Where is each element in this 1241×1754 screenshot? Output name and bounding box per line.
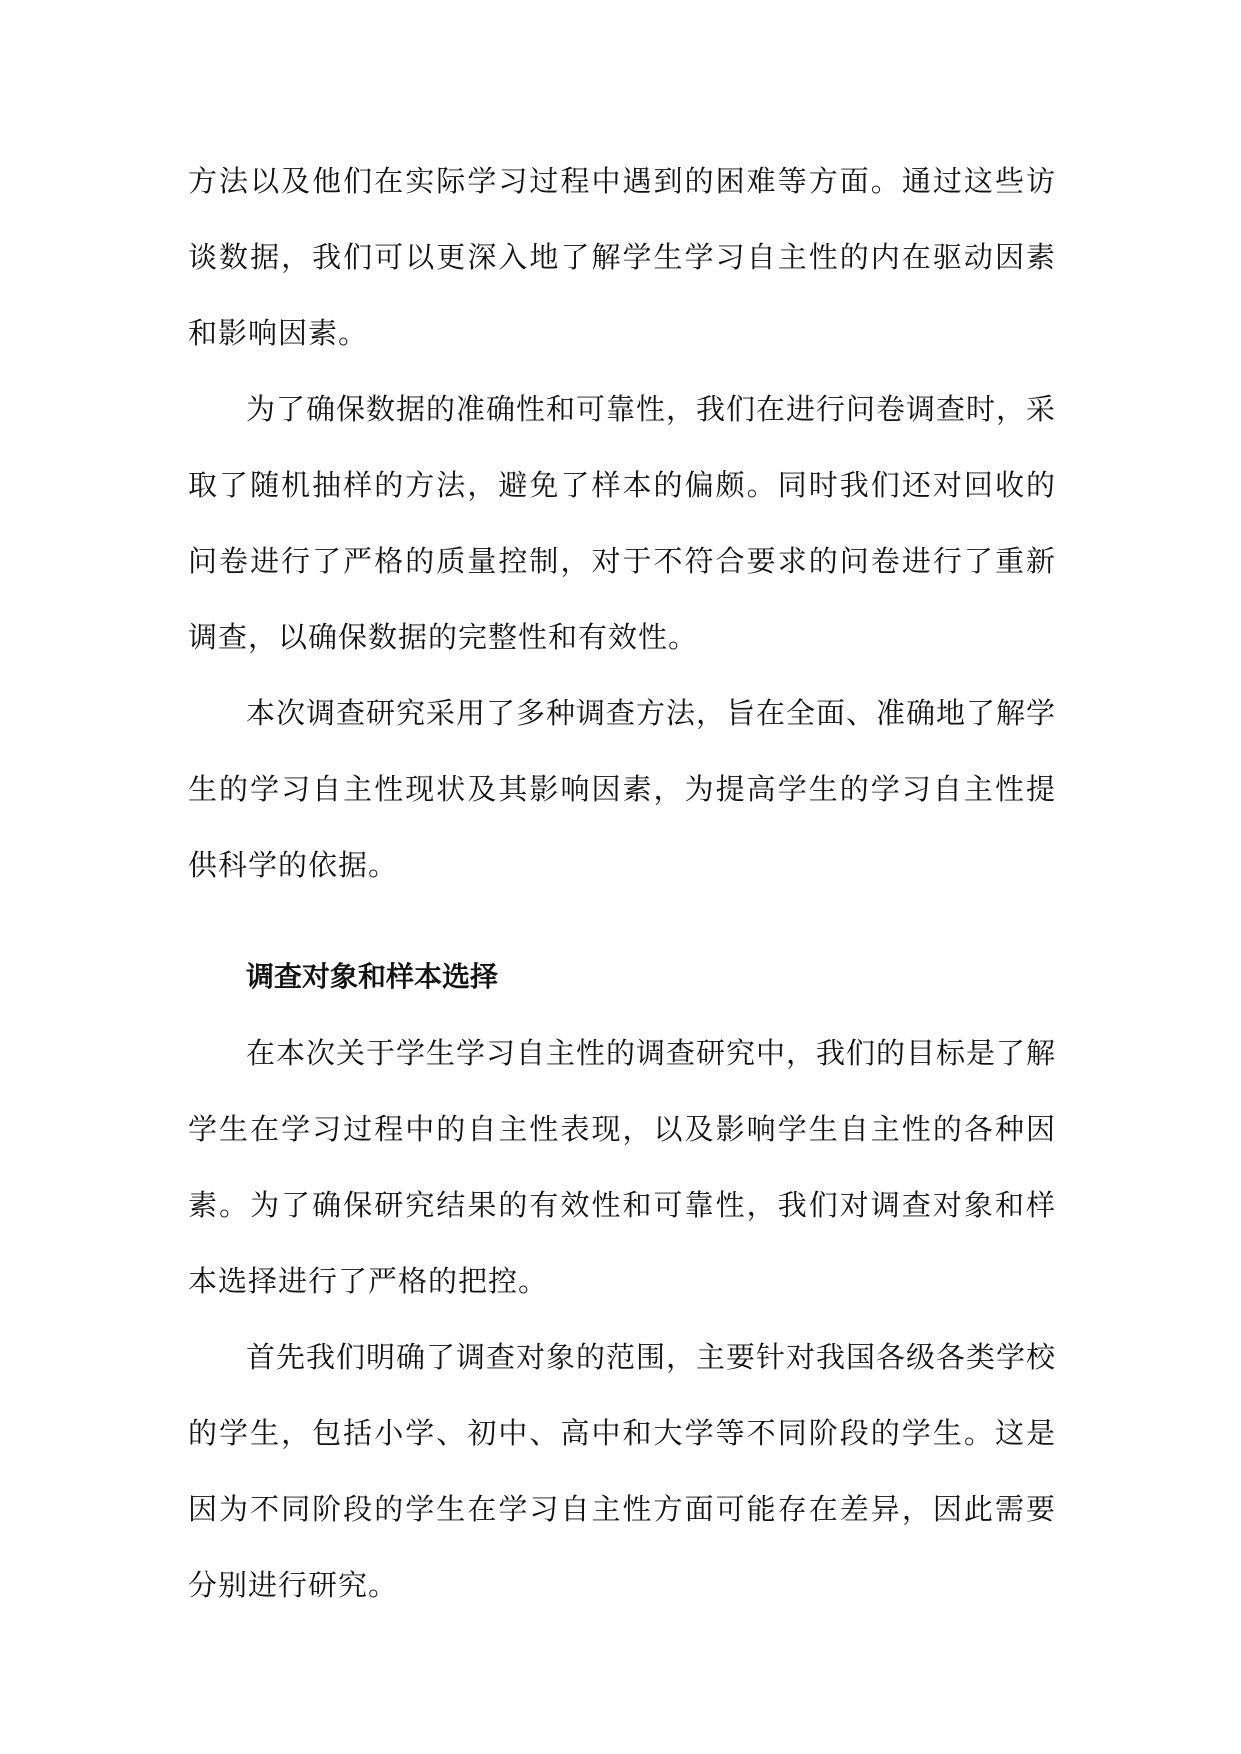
document-body [188,143,1056,1623]
paragraph: 首先我们明确了调查对象的范围，主要针对我国各级各类学校的学生，包括小学、初中、高中和大学等不同阶段的学生。这是因为不同阶段的学生在学习自主性方面可能存在差异，因此需要分别进行研究。 [188,1340,1057,1602]
section-heading: 调查对象和样本选择 [246,960,499,993]
paragraph-continued: 方法以及他们在实际学习过程中遇到的困难等方面。通过这些访谈数据，我们可以更深入地了解学生学习自主性的内在驱动因素和影响因素。 [188,164,1056,350]
paragraph: 在本次关于学生学习自主性的调查研究中，我们的目标是了解学生在学习过程中的自主性表现，以及影响学生自主性的各种因素。为了确保研究结果的有效性和可靠性，我们对调查对象和样本选择进行了严格的把控。 [188,1036,1057,1298]
paragraph: 为了确保数据的准确性和可靠性，我们在进行问卷调查时，采取了随机抽样的方法，避免了样本的偏颇。同时我们还对回收的问卷进行了严格的质量控制，对于不符合要求的问卷进行了重新调查，以确保数据的完整性和有效性。 [188,392,1057,654]
paragraph: 本次调查研究采用了多种调查方法，旨在全面、准确地了解学生的学习自主性现状及其影响因素，为提高学生的学习自主性提供科学的依据。 [188,696,1057,882]
